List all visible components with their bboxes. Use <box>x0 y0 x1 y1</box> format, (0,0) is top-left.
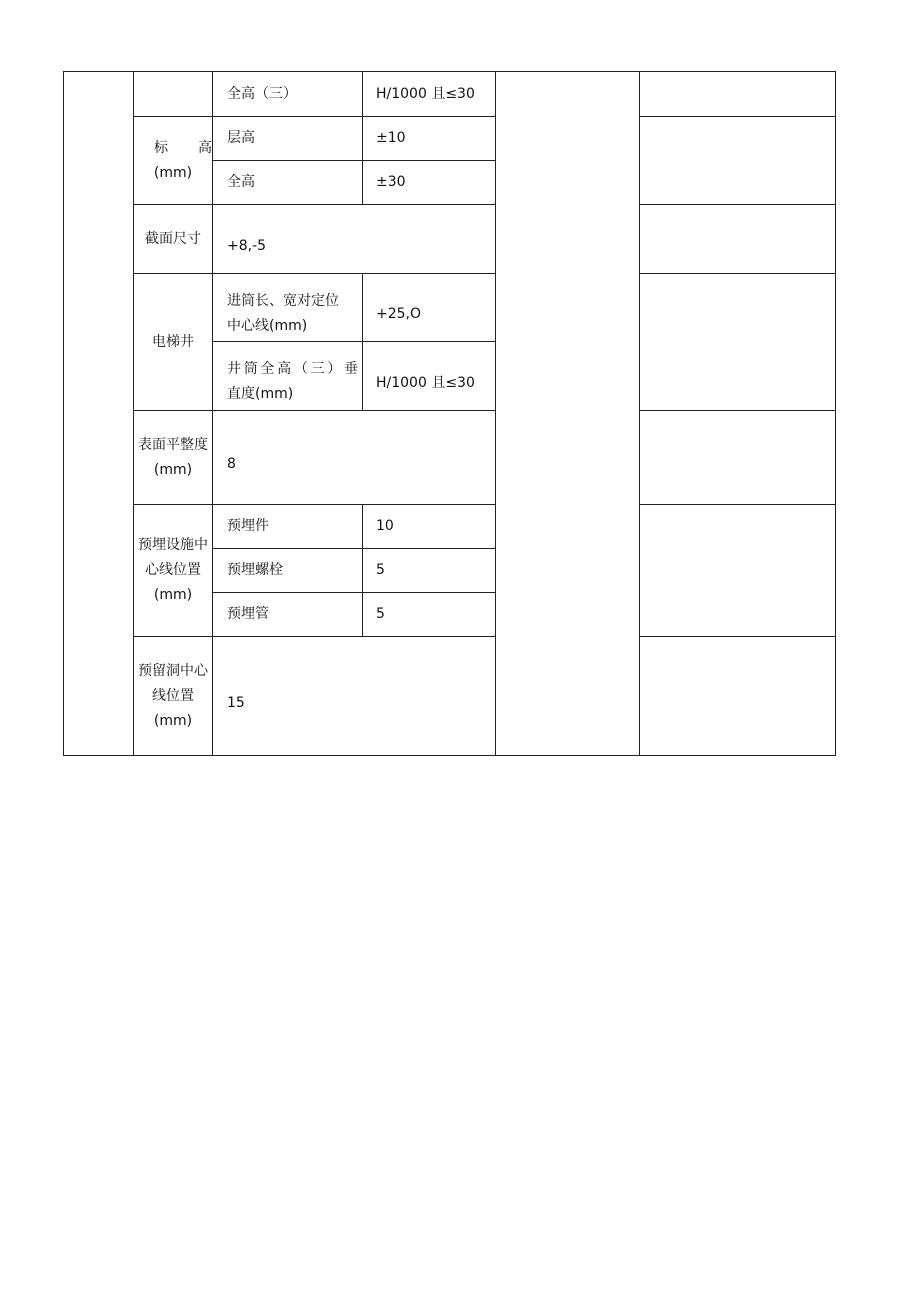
blank-cell <box>640 274 836 411</box>
unit-label: (mm) <box>153 164 193 181</box>
item-line: 直度(mm) <box>227 386 294 402</box>
item-cell: 层高 <box>213 117 363 161</box>
table-row <box>64 505 836 549</box>
table-row <box>64 411 836 505</box>
item-line: 井筒全高（三）垂 <box>227 361 358 377</box>
table-row <box>64 72 836 117</box>
blank-cell <box>640 637 836 756</box>
table-row <box>64 205 836 274</box>
item-cell: 预埋螺栓 <box>213 549 363 593</box>
blank-cell <box>640 117 836 205</box>
category-cell-section: 截面尺寸 <box>134 205 213 274</box>
blank-cell <box>640 205 836 274</box>
value-cell: ±10 <box>363 117 496 161</box>
category-cell-reserved-hole <box>134 637 213 756</box>
table-row <box>64 637 836 756</box>
tolerance-table <box>63 71 836 756</box>
value-cell: 8 <box>213 411 496 505</box>
category-cell-elevator: 电梯井 <box>134 274 213 411</box>
item-cell <box>213 274 363 342</box>
blank-cell <box>640 72 836 117</box>
item-cell: 全高（三） <box>213 72 363 117</box>
value-cell: 15 <box>213 637 496 756</box>
table-row <box>64 117 836 161</box>
blank-cell <box>496 72 640 756</box>
category-cell-elevation <box>134 117 213 205</box>
value-cell: H/1000 且≤30 <box>363 342 496 411</box>
category-cell-flatness <box>134 411 213 505</box>
value-cell: ±30 <box>363 161 496 205</box>
unit-label: (mm) <box>153 712 193 729</box>
value-cell: 5 <box>363 549 496 593</box>
item-cell: 预埋管 <box>213 593 363 637</box>
category-label: 标 高 <box>154 139 212 156</box>
blank-cell <box>640 411 836 505</box>
item-line: 进筒长、宽对定位 <box>227 292 339 309</box>
item-line: 中心线(mm) <box>227 317 308 334</box>
value-cell: 10 <box>363 505 496 549</box>
category-line: 表面平整度 <box>138 436 208 453</box>
category-line: 线位置 <box>152 687 194 704</box>
item-cell <box>213 342 363 411</box>
category-cell-embedded <box>134 505 213 637</box>
unit-label: (mm) <box>153 587 193 603</box>
blank-cell <box>134 72 213 117</box>
item-cell: 预埋件 <box>213 505 363 549</box>
table-row <box>64 274 836 342</box>
item-cell: 全高 <box>213 161 363 205</box>
value-cell: +8,-5 <box>213 205 496 274</box>
unit-label: (mm) <box>153 461 193 478</box>
category-line: 心线位置 <box>145 562 201 578</box>
blank-cell <box>640 505 836 637</box>
category-line: 预留洞中心 <box>138 662 208 679</box>
blank-cell <box>64 72 134 756</box>
value-cell: 5 <box>363 593 496 637</box>
value-cell: H/1000 且≤30 <box>363 72 496 117</box>
category-line: 预埋设施中 <box>138 537 208 553</box>
value-cell: +25,O <box>363 274 496 342</box>
